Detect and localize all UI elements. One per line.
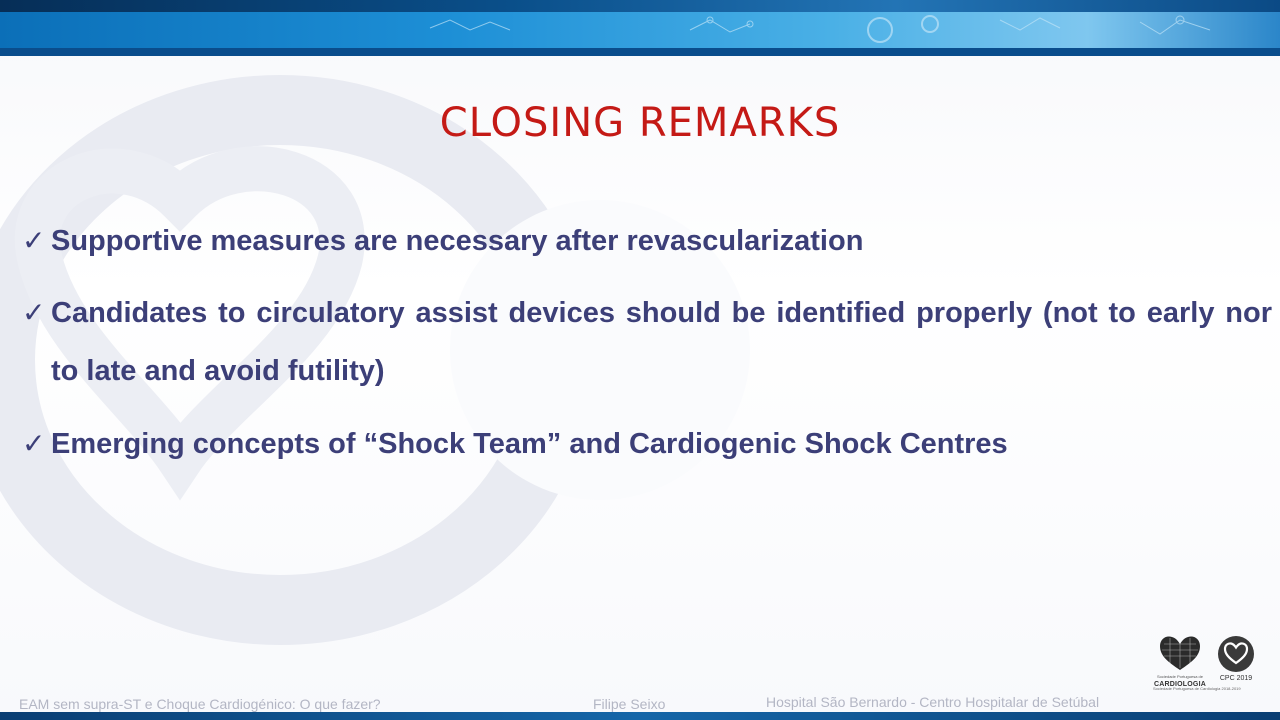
- bullet-item: [22, 212, 1272, 270]
- top-banner: [0, 0, 1280, 56]
- logo-caption: Sociedade Portuguesa de Cardiologia 2018-2019: [1153, 686, 1241, 691]
- footer-presenter: Filipe Seixo: [593, 696, 666, 712]
- checkmark-icon: ✓: [22, 427, 46, 460]
- spc-subtitle: Sociedade Portuguesa de: [1156, 674, 1204, 679]
- banner-bottom-line: [0, 48, 1280, 56]
- bullet-text: Supportive measures are necessary after revascularization: [51, 225, 864, 257]
- bullet-text: Candidates to circulatory assist devices should be identified properly (not to early nor to late and avoid futility): [51, 297, 1272, 387]
- bullet-item: [22, 415, 1272, 473]
- molecule-pattern: [0, 0, 1280, 48]
- footer-presentation-title: EAM sem supra-ST e Choque Cardiogénico: O que fazer?: [19, 696, 381, 712]
- bottom-bar: [0, 712, 1280, 720]
- bullet-list: [22, 212, 1272, 488]
- bullet-text: Emerging concepts of “Shock Team” and Cardiogenic Shock Centres: [51, 428, 1008, 460]
- slide-title: CLOSING REMARKS: [439, 100, 841, 146]
- cpc-heart-icon: [1212, 634, 1260, 674]
- spc-name: CARDIOLOGIA: [1154, 681, 1206, 688]
- checkmark-icon: ✓: [22, 296, 46, 329]
- bullet-item: [22, 284, 1272, 400]
- checkmark-icon: ✓: [22, 224, 46, 257]
- cpc-label: CPC 2019: [1219, 675, 1253, 682]
- cpc-logo: [1212, 634, 1260, 684]
- footer-institution: Hospital São Bernardo - Centro Hospitalar de Setúbal: [766, 694, 1100, 710]
- spc-logo: [1150, 632, 1210, 694]
- heart-logo-icon: [1150, 632, 1210, 674]
